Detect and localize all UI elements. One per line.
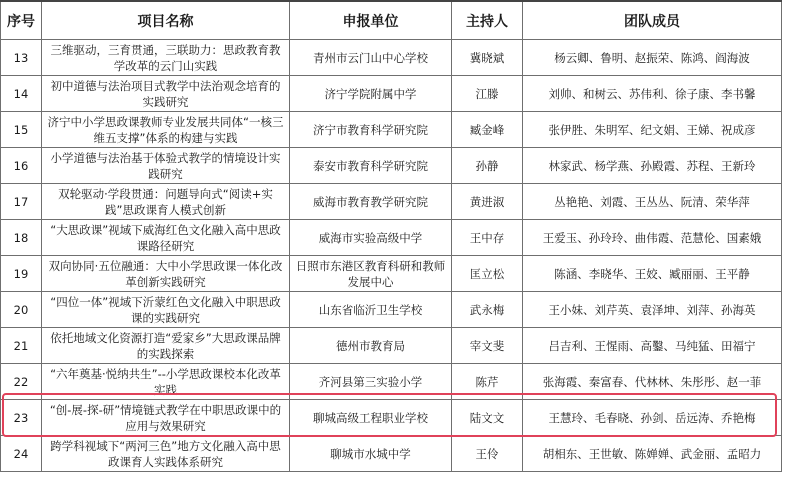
header-unit: 申报单位 (290, 1, 452, 40)
team-members: 胡相东、王世敏、陈婵婵、武金丽、孟昭力 (523, 436, 782, 472)
table-row (1, 112, 782, 148)
table-row (1, 148, 782, 184)
team-members: 杨云卿、鲁明、赵振荣、陈鸿、阎海波 (523, 40, 782, 76)
table-row (1, 292, 782, 328)
row-number: 13 (1, 40, 42, 76)
header-title: 项目名称 (42, 1, 290, 40)
host-name: 陆文文 (452, 400, 523, 436)
row-number: 24 (1, 436, 42, 472)
applicant-unit: 威海市实验高级中学 (290, 220, 452, 256)
team-members: 陈涵、李晓华、王姣、臧丽丽、王平静 (523, 256, 782, 292)
table-row (1, 328, 782, 364)
row-number: 23 (1, 400, 42, 436)
project-title: 小学道德与法治基于体验式教学的情境设计实践研究 (42, 148, 290, 184)
project-title: 三维驱动，三育贯通，三联助力：思政教育教学改革的云门山实践 (42, 40, 290, 76)
table-body (1, 40, 782, 472)
team-members: 王爱玉、孙玲玲、曲伟霞、范慧伦、国素娥 (523, 220, 782, 256)
host-name: 王中存 (452, 220, 523, 256)
project-title: 跨学科视域下“两河三色”地方文化融入高中思政课育人实践体系研究 (42, 436, 290, 472)
header-host: 主持人 (452, 1, 523, 40)
host-name: 江滕 (452, 76, 523, 112)
host-name: 孙静 (452, 148, 523, 184)
team-members: 王小妹、刘芹英、袁泽坤、刘萍、孙海英 (523, 292, 782, 328)
row-number: 18 (1, 220, 42, 256)
row-number: 15 (1, 112, 42, 148)
team-members: 丛艳艳、刘霞、王丛丛、阮清、荣华萍 (523, 184, 782, 220)
row-number: 17 (1, 184, 42, 220)
row-number: 22 (1, 364, 42, 400)
applicant-unit: 济宁市教育科学研究院 (290, 112, 452, 148)
host-name: 宰文斐 (452, 328, 523, 364)
project-title: 初中道德与法治项目式教学中法治观念培育的实践研究 (42, 76, 290, 112)
row-number: 19 (1, 256, 42, 292)
host-name: 冀晓斌 (452, 40, 523, 76)
host-name: 王伶 (452, 436, 523, 472)
team-members: 吕吉利、王惺雨、高鑿、马纯猛、田福宁 (523, 328, 782, 364)
applicant-unit: 济宁学院附属中学 (290, 76, 452, 112)
table-row (1, 400, 782, 436)
applicant-unit: 山东省临沂卫生学校 (290, 292, 452, 328)
project-title: 济宁中小学思政课教师专业发展共同体“一核三维五支撑”体系的构建与实践 (42, 112, 290, 148)
project-title: 依托地域文化资源打造“爱家乡”大思政课品牌的实践探索 (42, 328, 290, 364)
row-number: 14 (1, 76, 42, 112)
header-row (1, 1, 782, 40)
team-members: 刘帅、和树云、苏伟利、徐子康、李书馨 (523, 76, 782, 112)
host-name: 黄进淑 (452, 184, 523, 220)
header-team: 团队成员 (523, 1, 782, 40)
host-name: 陈芹 (452, 364, 523, 400)
header-no: 序号 (1, 1, 42, 40)
table-row (1, 40, 782, 76)
project-title: 双轮驱动·学段贯通：问题导向式“阅读+实践”思政课育人模式创新 (42, 184, 290, 220)
project-title: 双向协同·五位融通：大中小学思政课一体化改革创新实践研究 (42, 256, 290, 292)
row-number: 16 (1, 148, 42, 184)
project-title: “六年奠基·悦纳共生”--小学思政课校本化改革实践 (42, 364, 290, 400)
project-title: “创-展-探-研”情境链式教学在中职思政课中的应用与效果研究 (42, 400, 290, 436)
table-row (1, 436, 782, 472)
row-number: 21 (1, 328, 42, 364)
host-name: 匡立松 (452, 256, 523, 292)
applicant-unit: 威海市教育教学研究院 (290, 184, 452, 220)
team-members: 张伊胜、朱明军、纪文娟、王娣、祝成彦 (523, 112, 782, 148)
project-title: “四位一体”视域下沂蒙红色文化融入中职思政课的实践研究 (42, 292, 290, 328)
applicant-unit: 齐河县第三实验小学 (290, 364, 452, 400)
host-name: 武永梅 (452, 292, 523, 328)
team-members: 王慧玲、毛春晓、孙剑、岳远涛、乔艳梅 (523, 400, 782, 436)
table-row (1, 76, 782, 112)
host-name: 臧金峰 (452, 112, 523, 148)
project-title: “大思政课”视域下威海红色文化融入高中思政课路径研究 (42, 220, 290, 256)
table-row (1, 220, 782, 256)
applicant-unit: 聊城高级工程职业学校 (290, 400, 452, 436)
row-number: 20 (1, 292, 42, 328)
applicant-unit: 泰安市教育科学研究院 (290, 148, 452, 184)
table-row (1, 364, 782, 400)
applicant-unit: 日照市东港区教育科研和教师发展中心 (290, 256, 452, 292)
team-members: 林家武、杨学燕、孙殿霞、苏程、王新玲 (523, 148, 782, 184)
applicant-unit: 德州市教育局 (290, 328, 452, 364)
applicant-unit: 聊城市水城中学 (290, 436, 452, 472)
team-members: 张海霞、秦富春、代林林、朱彤彤、赵一菲 (523, 364, 782, 400)
applicant-unit: 青州市云门山中心学校 (290, 40, 452, 76)
table-row (1, 184, 782, 220)
table-row (1, 256, 782, 292)
